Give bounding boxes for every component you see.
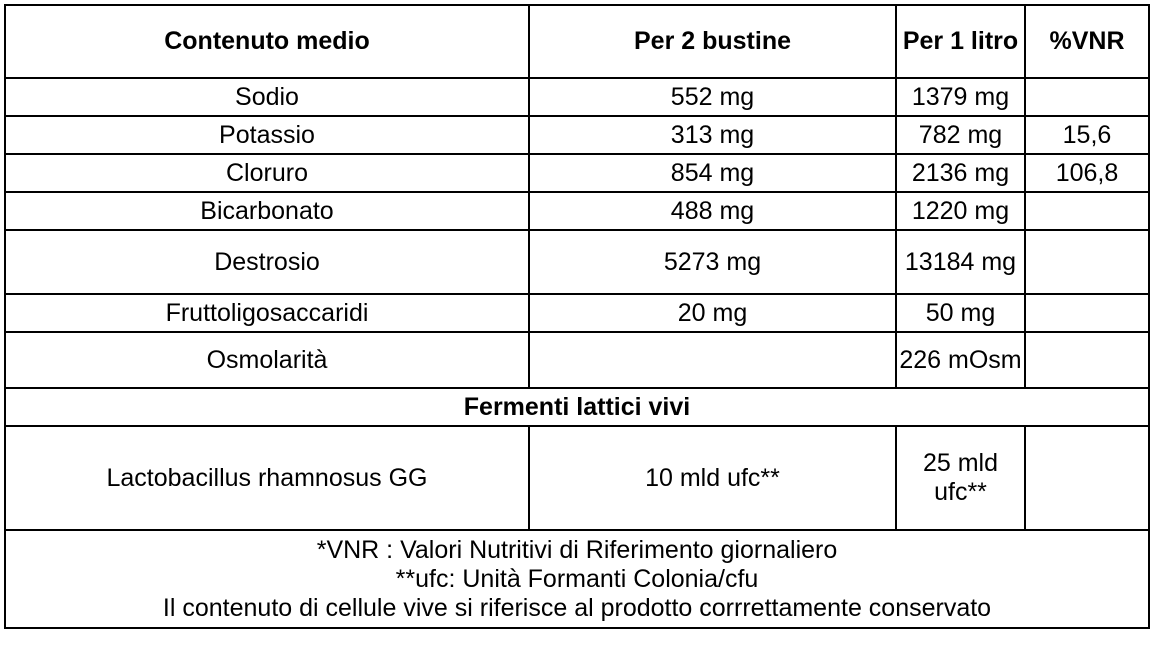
cell-per-1-litro: 13184 mg — [896, 230, 1025, 294]
note-cellule-vive: Il contenuto di cellule vive si riferisce al prodotto corrrettamente conservato — [162, 593, 992, 622]
cell-per-1-litro: 25 mld ufc** — [896, 426, 1025, 530]
notes-row — [5, 530, 1149, 628]
header-per-2-bustine: Per 2 bustine — [529, 5, 896, 78]
header-row — [5, 5, 1149, 78]
row-label: Cloruro — [5, 154, 529, 192]
row-label: Fruttoligosaccaridi — [5, 294, 529, 332]
cell-per-1-litro: 226 mOsm — [896, 332, 1025, 388]
header-per-1-litro: Per 1 litro — [896, 5, 1025, 78]
note-ufc: **ufc: Unità Formanti Colonia/cfu — [395, 564, 759, 593]
cell-vnr — [1025, 426, 1149, 530]
table-row — [5, 192, 1149, 230]
section-header-row — [5, 388, 1149, 426]
cell-per-1-litro: 50 mg — [896, 294, 1025, 332]
cell-vnr — [1025, 332, 1149, 388]
section-title: Fermenti lattici vivi — [5, 388, 1149, 426]
cell-per-1-litro: 1220 mg — [896, 192, 1025, 230]
cell-vnr: 15,6 — [1025, 116, 1149, 154]
notes-cell — [5, 530, 1149, 628]
cell-vnr — [1025, 192, 1149, 230]
cell-per-1-litro: 2136 mg — [896, 154, 1025, 192]
header-contenuto-medio: Contenuto medio — [5, 5, 529, 78]
table-row — [5, 78, 1149, 116]
table-row — [5, 426, 1149, 530]
cell-per-2-bustine: 488 mg — [529, 192, 896, 230]
cell-per-2-bustine: 20 mg — [529, 294, 896, 332]
cell-per-2-bustine: 552 mg — [529, 78, 896, 116]
cell-per-1-litro: 1379 mg — [896, 78, 1025, 116]
row-label: Osmolarità — [5, 332, 529, 388]
row-label: Bicarbonato — [5, 192, 529, 230]
table-row — [5, 332, 1149, 388]
cell-per-2-bustine: 854 mg — [529, 154, 896, 192]
row-label: Destrosio — [5, 230, 529, 294]
cell-per-2-bustine: 313 mg — [529, 116, 896, 154]
cell-vnr — [1025, 294, 1149, 332]
cell-per-1-litro: 782 mg — [896, 116, 1025, 154]
cell-per-2-bustine: 5273 mg — [529, 230, 896, 294]
note-vnr: *VNR : Valori Nutritivi di Riferimento giornaliero — [316, 535, 838, 564]
row-label: Lactobacillus rhamnosus GG — [5, 426, 529, 530]
row-label: Potassio — [5, 116, 529, 154]
table-row — [5, 116, 1149, 154]
cell-vnr — [1025, 78, 1149, 116]
cell-vnr — [1025, 230, 1149, 294]
cell-per-2-bustine: 10 mld ufc** — [529, 426, 896, 530]
header-vnr: %VNR — [1025, 5, 1149, 78]
cell-per-2-bustine — [529, 332, 896, 388]
nutrition-table — [4, 4, 1150, 629]
table-row — [5, 154, 1149, 192]
table-row — [5, 294, 1149, 332]
cell-vnr: 106,8 — [1025, 154, 1149, 192]
row-label: Sodio — [5, 78, 529, 116]
table-row — [5, 230, 1149, 294]
